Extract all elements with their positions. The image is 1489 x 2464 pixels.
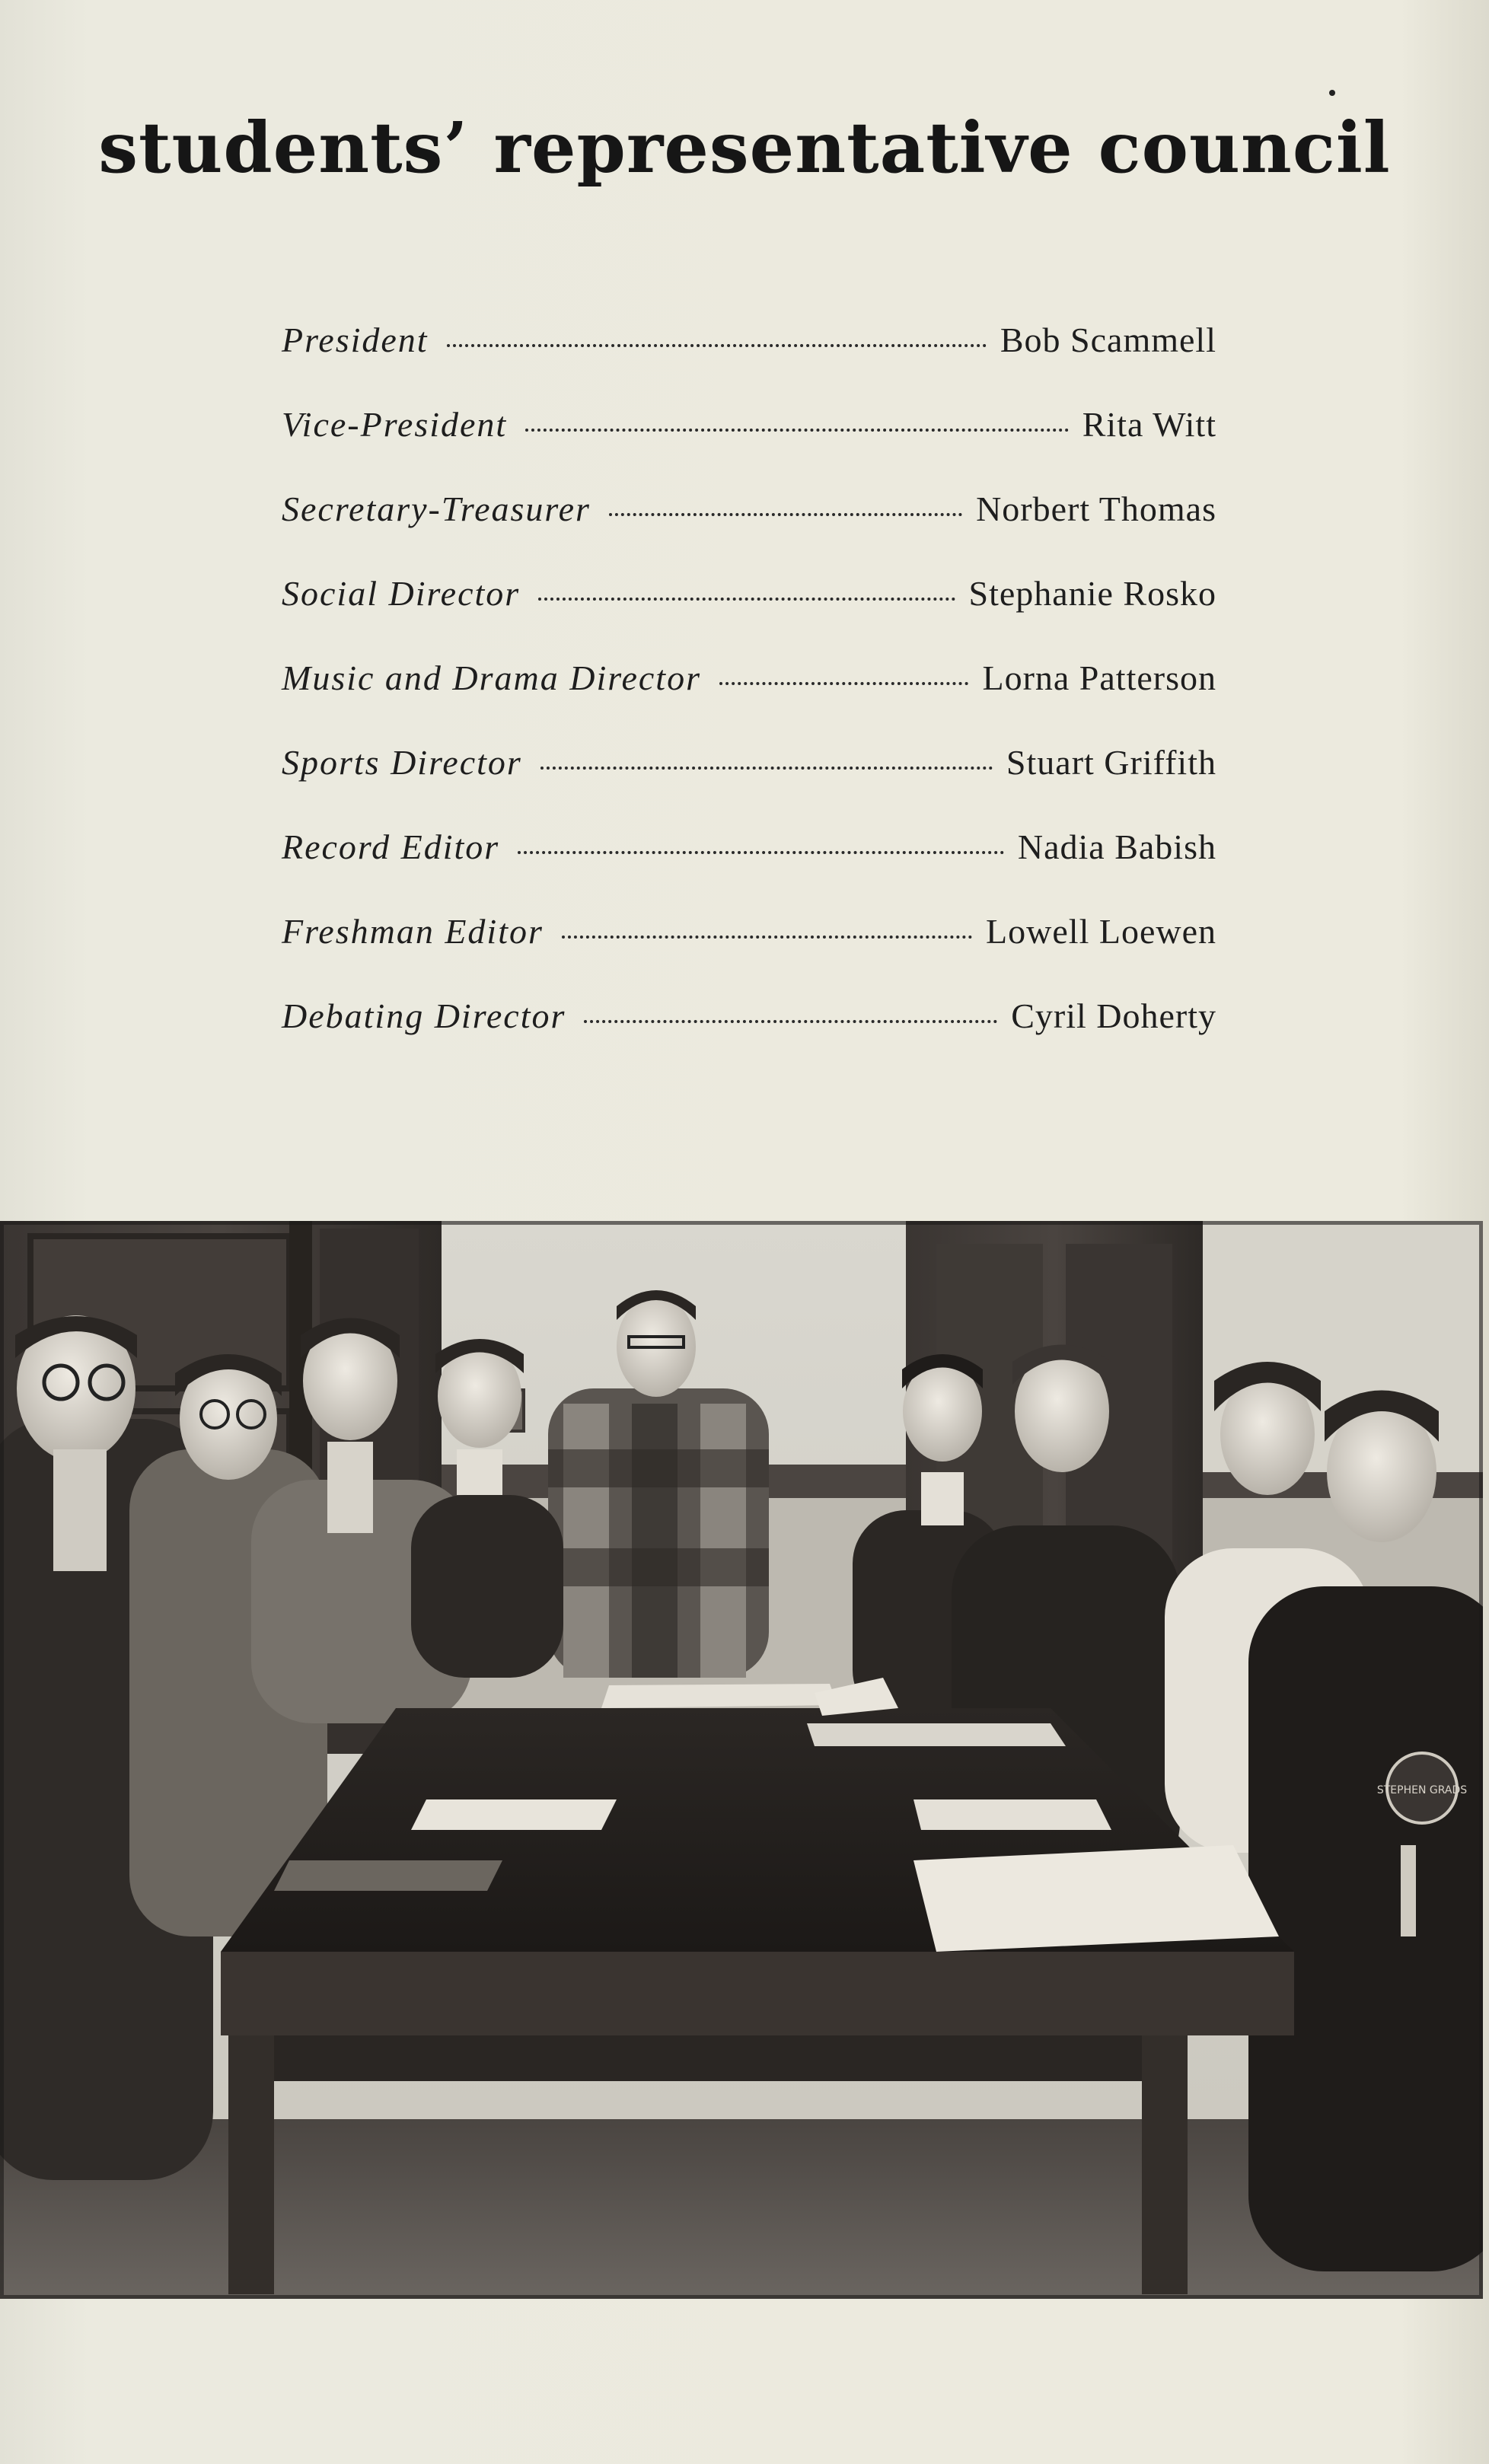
officer-role: Record Editor — [282, 827, 500, 866]
council-group-photo — [0, 1221, 1483, 2299]
officer-role: Debating Director — [282, 996, 566, 1035]
bottom-margin — [0, 2299, 1489, 2464]
dot-leader — [719, 682, 969, 685]
photo-illustration — [0, 1221, 1483, 2299]
officer-role: Vice-President — [282, 405, 508, 444]
officer-list — [282, 320, 1216, 1080]
page-title: students’ representative council — [98, 107, 1391, 189]
officer-row-vice-president — [282, 404, 1216, 489]
dot-leader — [525, 429, 1069, 432]
officer-name: Lorna Patterson — [982, 658, 1216, 697]
officer-row-record-editor — [282, 827, 1216, 911]
dot-leader — [538, 598, 955, 601]
dot-leader — [609, 513, 962, 516]
officer-row-music-drama-director — [282, 658, 1216, 742]
officer-row-president — [282, 320, 1216, 404]
officer-name: Norbert Thomas — [976, 489, 1216, 528]
officer-row-social-director — [282, 573, 1216, 658]
officer-row-freshman-editor — [282, 911, 1216, 996]
dot-leader — [447, 344, 987, 347]
ink-speck — [1329, 90, 1335, 96]
officer-name: Stephanie Rosko — [968, 574, 1216, 613]
officer-row-secretary-treasurer — [282, 489, 1216, 573]
dot-leader — [584, 1020, 997, 1023]
officer-role: Social Director — [282, 574, 521, 613]
officer-name: Cyril Doherty — [1011, 996, 1216, 1035]
officer-role: President — [282, 320, 429, 359]
dot-leader — [518, 851, 1004, 854]
officer-name: Bob Scammell — [1000, 320, 1216, 359]
officer-role: Freshman Editor — [282, 912, 544, 951]
officer-row-sports-director — [282, 742, 1216, 827]
officer-role: Secretary-Treasurer — [282, 489, 591, 528]
officer-name: Nadia Babish — [1017, 827, 1216, 866]
officer-name: Lowell Loewen — [986, 912, 1216, 951]
jacket-crest: STEPHEN GRADS — [1376, 1784, 1468, 1796]
officer-role: Music and Drama Director — [282, 658, 701, 697]
officer-row-debating-director — [282, 996, 1216, 1080]
dot-leader — [540, 767, 993, 770]
officer-role: Sports Director — [282, 743, 522, 782]
dot-leader — [562, 936, 972, 939]
officer-name: Stuart Griffith — [1006, 743, 1216, 782]
officer-name: Rita Witt — [1082, 405, 1216, 444]
